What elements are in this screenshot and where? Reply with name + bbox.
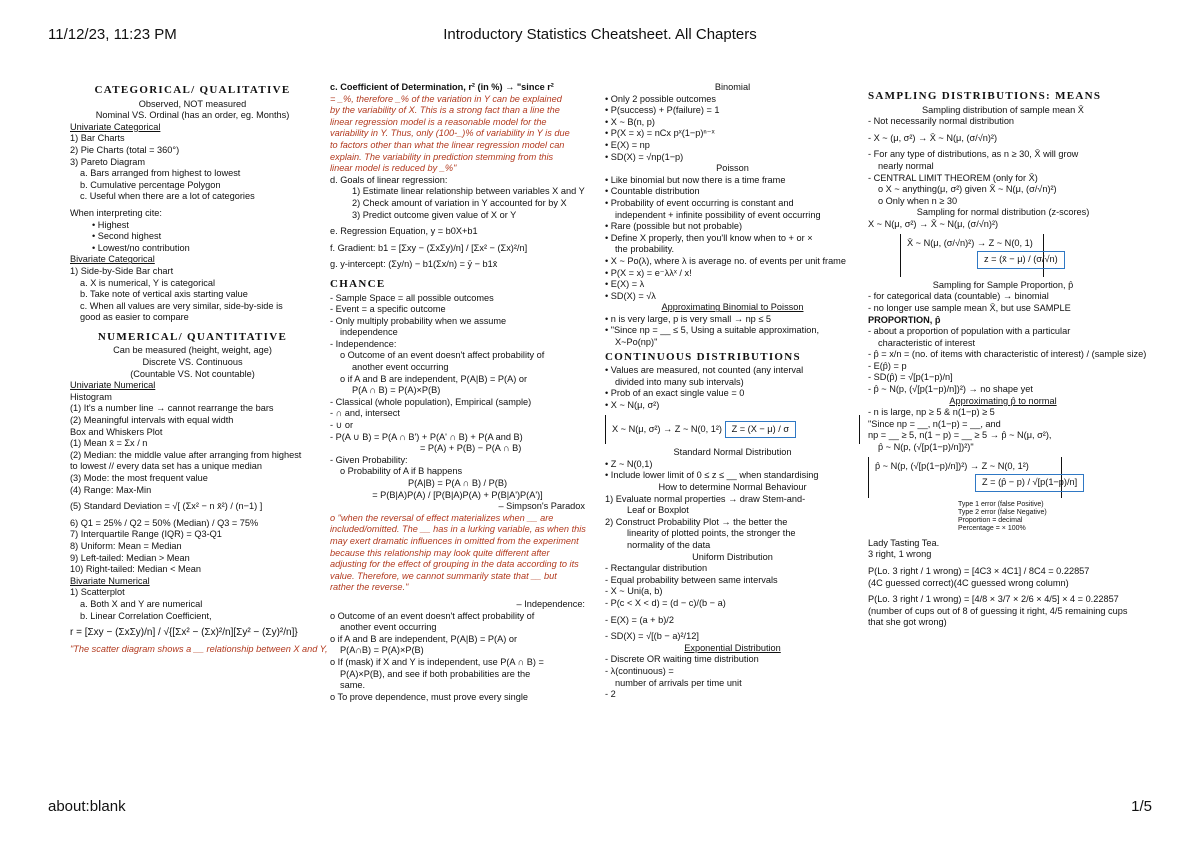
list-item: • Lowest/no contribution (92, 242, 190, 253)
subheading: Bivariate Numerical (70, 575, 150, 586)
text-line: Can be measured (height, weight, age) (113, 345, 272, 356)
subheading: Bivariate Categorical (70, 254, 155, 265)
list-item: - Sample Space = all possible outcomes (330, 292, 494, 303)
print-datetime: 11/12/23, 11:23 PM (48, 26, 177, 43)
z-score-box: Z = (p̂ − p) / √[p(1−p)/n] (975, 474, 1084, 492)
text-line: (4C guessed correct)(4C guessed wrong column) (868, 577, 1069, 588)
list-item: np = __ ≥ 5, n(1 − p) = __ ≥ 5 → p̂ ~ N(μ, σ²), (868, 430, 1052, 441)
list-item: • E(X) = λ (605, 279, 645, 290)
note-text: explain. The variability in prediction stemming from this (330, 151, 554, 162)
list-item: same. (340, 680, 366, 691)
list-item: = P(A) + P(B) − P(A ∩ B) (420, 443, 522, 454)
text-line: – Simpson's Paradox (498, 501, 585, 512)
subheading: Sampling for normal distribution (z-scores) (916, 207, 1090, 218)
list-item: number of arrivals per time unit (615, 677, 742, 688)
list-item: b. Take note of vertical axis starting value (80, 289, 248, 300)
list-item: • Prob of an exact single value = 0 (605, 388, 745, 399)
subheading: Approximating Binomial to Poisson (661, 302, 804, 313)
std-dev-formula: (5) Standard Deviation = √[ (Σx² − n x̄²) / (n−1) ] (70, 501, 263, 512)
intercept-formula: g. y-intercept: (Σy/n) − b1(Σx/n) = ȳ − b1x̄ (330, 259, 498, 270)
text-line: e. Regression Equation, y = b0X+b1 (330, 226, 478, 237)
section-heading: CHANCE (330, 277, 386, 290)
note-text: by the variability of X. This is a strong fact than a line the (330, 105, 560, 116)
column-1 (70, 82, 328, 655)
text-line: Observed, NOT measured (138, 98, 247, 109)
list-item: a. Bars arranged from highest to lowest (80, 168, 241, 179)
list-item: another event occurring (352, 362, 449, 373)
list-item: (2) Meaningful intervals with equal width (70, 415, 234, 426)
list-item: 1) Bar Charts (70, 133, 125, 144)
list-item: • X ~ Po(λ), where λ is average no. of events per unit frame (605, 255, 846, 266)
list-item: • X ~ N(μ, σ²) (605, 400, 660, 411)
text-line: Lady Tasting Tea. (868, 537, 940, 548)
list-item: - Event = a specific outcome (330, 304, 446, 315)
text-line: Discrete VS. Continuous (142, 357, 243, 368)
subheading: Univariate Numerical (70, 380, 156, 391)
list-item: - Classical (whole population), Empirical (sample) (330, 396, 532, 407)
list-item: 3) Predict outcome given value of X or Y (352, 209, 517, 220)
list-item: P(A)×P(B), and see if both probabilities are the (340, 668, 531, 679)
note-text: value. Therefore, we cannot summarily state that __ but (330, 570, 557, 581)
z-formula-box: X ~ N(μ, σ²) → Z ~ N(0, 1²) Z = (X − μ) / σ (605, 415, 860, 445)
list-item: linearity of plotted points, the stronger the (627, 528, 796, 539)
list-item: p̂ ~ N(p, (√[p(1−p)/n])²)" (878, 442, 974, 453)
note-text: linear regression model is a reasonable model for the (330, 116, 547, 127)
list-item: normality of the data (627, 539, 711, 550)
note-text: may exert dramatic influences in omitted from the experiment (330, 535, 579, 546)
bayes-formula: P(A|B) = P(A ∩ B) / P(B) (407, 478, 508, 488)
list-item: • Like binomial but now there is a time frame (605, 174, 786, 185)
list-item: nearly normal (878, 160, 934, 171)
list-item: - ∪ or (330, 420, 354, 431)
column-4 (868, 82, 1147, 629)
text-line: – Independence: (516, 598, 585, 609)
list-item: good as easier to compare (80, 312, 189, 323)
list-item: - X ~ Uni(a, b) (605, 586, 663, 597)
list-item: - about a proportion of population with a particular (868, 326, 1071, 337)
list-item: (4) Range: Max-Min (70, 484, 152, 495)
column-2 (330, 82, 585, 703)
list-item: - for categorical data (countable) → binomial (868, 291, 1049, 302)
list-item: c. When all values are very similar, side-by-side is (80, 300, 283, 311)
column-3 (605, 82, 860, 701)
list-item: • P(X = x) = nCx pˣ(1−p)ⁿ⁻ˣ (605, 128, 715, 139)
list-item: - Not necessarily normal distribution (868, 116, 1015, 127)
list-item: • Countable distribution (605, 186, 700, 197)
note-text: linear model is reduced by _%" (330, 163, 457, 174)
probability-formula: P(Lo. 3 right / 1 wrong) = [4C3 × 4C1] / 8C4 = 0.22857 (868, 566, 1090, 576)
subheading: Univariate Categorical (70, 121, 161, 132)
list-item: 1) Estimate linear relationship between variables X and Y (352, 186, 585, 197)
list-item: o Outcome of an event doesn't affect probability of (330, 610, 535, 621)
list-item: "Since np = __, n(1−p) = __, and (868, 418, 1001, 429)
list-item: • Define X properly, then you'll know when to + or × (605, 232, 813, 243)
section-heading: NUMERICAL/ QUANTITATIVE (97, 330, 288, 343)
list-item: o Only when n ≥ 30 (878, 195, 958, 206)
list-item: • "Since np = __ ≤ 5, Using a suitable approximation, (605, 325, 820, 336)
text-line: 3 right, 1 wrong (868, 549, 932, 560)
subheading: Sampling distribution of sample mean X̄ (922, 104, 1084, 115)
list-item: - SD(X) = √[(b − a)²/12] (605, 631, 699, 642)
list-item: - Equal probability between same intervals (605, 574, 778, 585)
list-item: 1) Scatterplot (70, 587, 125, 598)
text-line: When interpreting cite: (70, 207, 162, 218)
subheading: Uniform Distribution (692, 551, 773, 562)
note-text: o "when the reversal of effect materializes when __ are (330, 512, 554, 523)
page-number: 1/5 (1131, 798, 1152, 815)
list-item: - 2 (605, 689, 616, 700)
note-text: variability in Y. Thus, only (100-_)% of variability in Y is due (330, 128, 570, 139)
list-item: P(A∩B) = P(A)×P(B) (340, 645, 424, 656)
list-item: c. Useful when there are a lot of categories (80, 191, 255, 202)
list-item: • SD(X) = √λ (605, 290, 656, 301)
list-item: - n is large, np ≥ 5 & n(1−p) ≥ 5 (868, 407, 995, 418)
list-item: - no longer use sample mean X̄, but use SAMPLE (868, 302, 1071, 313)
list-item: (2) Median: the middle value after arranging from highest (70, 449, 302, 460)
list-item: o To prove dependence, must prove every single (330, 691, 528, 702)
bayes-formula: = P(B|A)P(A) / [P(B|A)P(A) + P(B|A')P(A')] (372, 489, 543, 500)
section-heading: CONTINUOUS DISTRIBUTIONS (605, 350, 801, 363)
list-item: 3) Pareto Diagram (70, 156, 146, 167)
list-item: - Independence: (330, 338, 397, 349)
list-item: another event occurring (340, 622, 437, 633)
list-item: divided into many sub intervals) (615, 376, 744, 387)
list-item: 1) Side-by-Side Bar chart (70, 265, 174, 276)
note-text: included/omitted. The __ has in a lurking variable, as when this (330, 524, 586, 535)
list-item: b. Cumulative percentage Polygon (80, 179, 221, 190)
text-line: that she got wrong) (868, 617, 947, 628)
list-item: • Z ~ N(0,1) (605, 458, 653, 469)
subheading: Standard Normal Distribution (673, 447, 792, 458)
text-line: X ~ N(μ, σ²) → X̄ ~ N(μ, (σ/√n)²) (868, 218, 999, 229)
list-item: - Rectangular distribution (605, 563, 708, 574)
note-text: adjusting for the effect of grouping in the data according to its (330, 559, 579, 570)
z-score-box: z = (x̄ − μ) / (σ/√n) (977, 251, 1065, 269)
list-item: • P(X = x) = e⁻λλˣ / x! (605, 267, 692, 278)
subheading: How to determine Normal Behaviour (658, 482, 807, 492)
list-item: • P(success) + P(failure) = 1 (605, 105, 720, 116)
list-item: Histogram (70, 391, 112, 402)
list-item: 2) Construct Probability Plot → the better the (605, 516, 788, 527)
list-item: P(A ∩ B) = P(A)×P(B) (352, 385, 441, 396)
list-item: independent + infinite possibility of event occurring (615, 209, 821, 220)
text-line: Nominal VS. Ordinal (has an order, eg. Months) (95, 110, 290, 121)
list-item: 8) Uniform: Mean = Median (70, 540, 182, 551)
list-item: - CENTRAL LIMIT THEOREM (only for X̄) (868, 172, 1038, 183)
list-item: - p̂ = x/n = (no. of items with characteristic of interest) / (sample size) (868, 349, 1147, 360)
list-item: - E(p̂) = p (868, 360, 907, 371)
list-item: • Include lower limit of 0 ≤ z ≤ __ when standardising (605, 470, 819, 481)
list-item: Leaf or Boxplot (627, 505, 689, 516)
list-item: - Given Probability: (330, 454, 408, 465)
list-item: - p̂ ~ N(p, (√[p(1−p)/n])²) → no shape yet (868, 384, 1033, 395)
z-formula-box: p̂ ~ N(p, (√[p(1−p)/n])²) → Z ~ N(0, 1²) Z = (p̂ − p) / √[p(1−p)/n] (868, 457, 1062, 498)
section-heading: SAMPLING DISTRIBUTIONS: MEANS (868, 90, 1102, 102)
gradient-formula: f. Gradient: b1 = [Σxy − (ΣxΣy)/n] / [Σx² − (Σx)²/n] (330, 242, 528, 253)
list-item: - P(A ∪ B) = P(A ∩ B') + P(A' ∩ B) + P(A and B) (330, 431, 523, 442)
list-item: • E(X) = np (605, 139, 650, 150)
text-line: (Countable VS. Not countable) (130, 368, 255, 379)
list-item: • Rare (possible but not probable) (605, 221, 743, 232)
subheading: Poisson (716, 163, 749, 174)
list-item: PROPORTION, p̂ (868, 314, 941, 325)
list-item: • SD(X) = √np(1−p) (605, 151, 684, 162)
type-errors: Type 1 error (false Positive) Type 2 error (false Negative) Proportion = decimal Percentage = × 100% (958, 500, 1047, 532)
list-item: a. X is numerical, Y is categorical (80, 277, 215, 288)
note-text: to factors other than what the linear regression model can (330, 139, 565, 150)
list-item: - Discrete OR waiting time distribution (605, 654, 759, 665)
list-item: • Highest (92, 219, 129, 230)
note-text: because this relationship may look quite different after (330, 547, 550, 558)
list-item: • Only 2 possible outcomes (605, 93, 716, 104)
list-item: 2) Pie Charts (total = 360°) (70, 144, 180, 155)
list-item: (1) It's a number line → cannot rearrange the bars (70, 403, 274, 414)
list-item: 1) Evaluate normal properties → draw Stem-and- (605, 493, 806, 504)
list-item: independence (340, 327, 398, 338)
list-item: (1) Mean x̄ = Σx / n (70, 438, 148, 449)
list-item: 10) Right-tailed: Median < Mean (70, 564, 201, 575)
subheading: Binomial (714, 82, 751, 92)
list-item: • Values are measured, not counted (any interval (605, 365, 804, 376)
list-item: the probability. (615, 244, 675, 255)
list-item: - X ~ (μ, σ²) → X̄ ~ N(μ, (σ/√n)²) (868, 132, 998, 143)
correlation-formula: r = [Σxy − (ΣxΣy)/n] / √{[Σx² − (Σx)²/n][Σy² − (Σy)²/n]} (70, 627, 298, 639)
list-item: (3) Mode: the most frequent value (70, 473, 208, 483)
list-item: o If (mask) if X and Y is independent, use P(A ∩ B) = (330, 656, 544, 667)
list-item: X~Po(np)" (615, 337, 658, 348)
text-line: d. Goals of linear regression: (330, 174, 448, 185)
list-item: • Second highest (92, 231, 162, 242)
list-item: - P(c < X < d) = (d − c)/(b − a) (605, 597, 726, 608)
note-text: rather the reverse." (330, 582, 409, 593)
list-item: b. Linear Correlation Coefficient, (80, 610, 212, 621)
list-item: 2) Check amount of variation in Y accounted for by X (352, 197, 567, 208)
subheading: Exponential Distribution (684, 642, 781, 653)
page-url: about:blank (48, 798, 126, 815)
list-item: - ∩ and, intersect (330, 408, 400, 419)
z-score-box: Z = (X − μ) / σ (725, 421, 796, 439)
z-formula-box: X̄ ~ N(μ, (σ/√n)²) → Z ~ N(0, 1) z = (x̄ − μ) / (σ/√n) (900, 234, 1044, 277)
list-item: characteristic of interest (878, 337, 976, 348)
note-text: "The scatter diagram shows a __ relationship between X and Y, (70, 643, 328, 654)
list-item: - For any type of distributions, as n ≥ 30, X̄ will grow (868, 149, 1079, 160)
probability-formula: P(Lo. 3 right / 1 wrong) = [4/8 × 3/7 × 2/6 × 4/5] × 4 = 0.22857 (868, 594, 1119, 605)
list-item: Box and Whiskers Plot (70, 426, 163, 437)
list-item: to lowest // every data set has a unique median (70, 461, 263, 472)
list-item: - E(X) = (a + b)/2 (605, 614, 674, 625)
text-line: (number of cups out of 8 of guessing it right, 4/5 remaining cups (868, 605, 1128, 616)
list-item: - SD(p̂) = √[p(1−p)/n] (868, 372, 953, 383)
list-item: o if A and B are independent, P(A|B) = P(A) or (330, 633, 518, 644)
page-title: Introductory Statistics Cheatsheet. All Chapters (443, 26, 757, 43)
list-item: 6) Q1 = 25% / Q2 = 50% (Median) / Q3 = 75% (70, 517, 259, 528)
text-line: c. Coefficient of Determination, r² (in %) → "since r² (330, 82, 554, 92)
list-item: - Only multiply probability when we assume (330, 315, 507, 326)
list-item: • Probability of event occurring is constant and (605, 197, 794, 208)
list-item: o Outcome of an event doesn't affect probability of (340, 350, 545, 361)
list-item: a. Both X and Y are numerical (80, 598, 203, 609)
list-item: o Probability of A if B happens (340, 466, 463, 477)
list-item: o if A and B are independent, P(A|B) = P(A) or (340, 373, 528, 384)
list-item: 9) Left-tailed: Median > Mean (70, 552, 190, 563)
subheading: Sampling for Sample Proportion, p̂ (932, 279, 1074, 290)
section-heading: CATEGORICAL/ QUALITATIVE (94, 84, 291, 96)
list-item: • X ~ B(n, p) (605, 116, 655, 127)
list-item: - λ(continuous) = (605, 665, 674, 676)
list-item: 7) Interquartile Range (IQR) = Q3-Q1 (70, 529, 222, 540)
subheading: Approximating p̂ to normal (949, 395, 1057, 406)
note-text: = _%, therefore _% of the variation in Y can be explained (330, 93, 562, 104)
list-item: o X ~ anything(μ, σ²) given X̄ ~ N(μ, (σ/√n)²) (878, 184, 1057, 195)
list-item: • n is very large, p is very small → np ≤ 5 (605, 313, 772, 324)
